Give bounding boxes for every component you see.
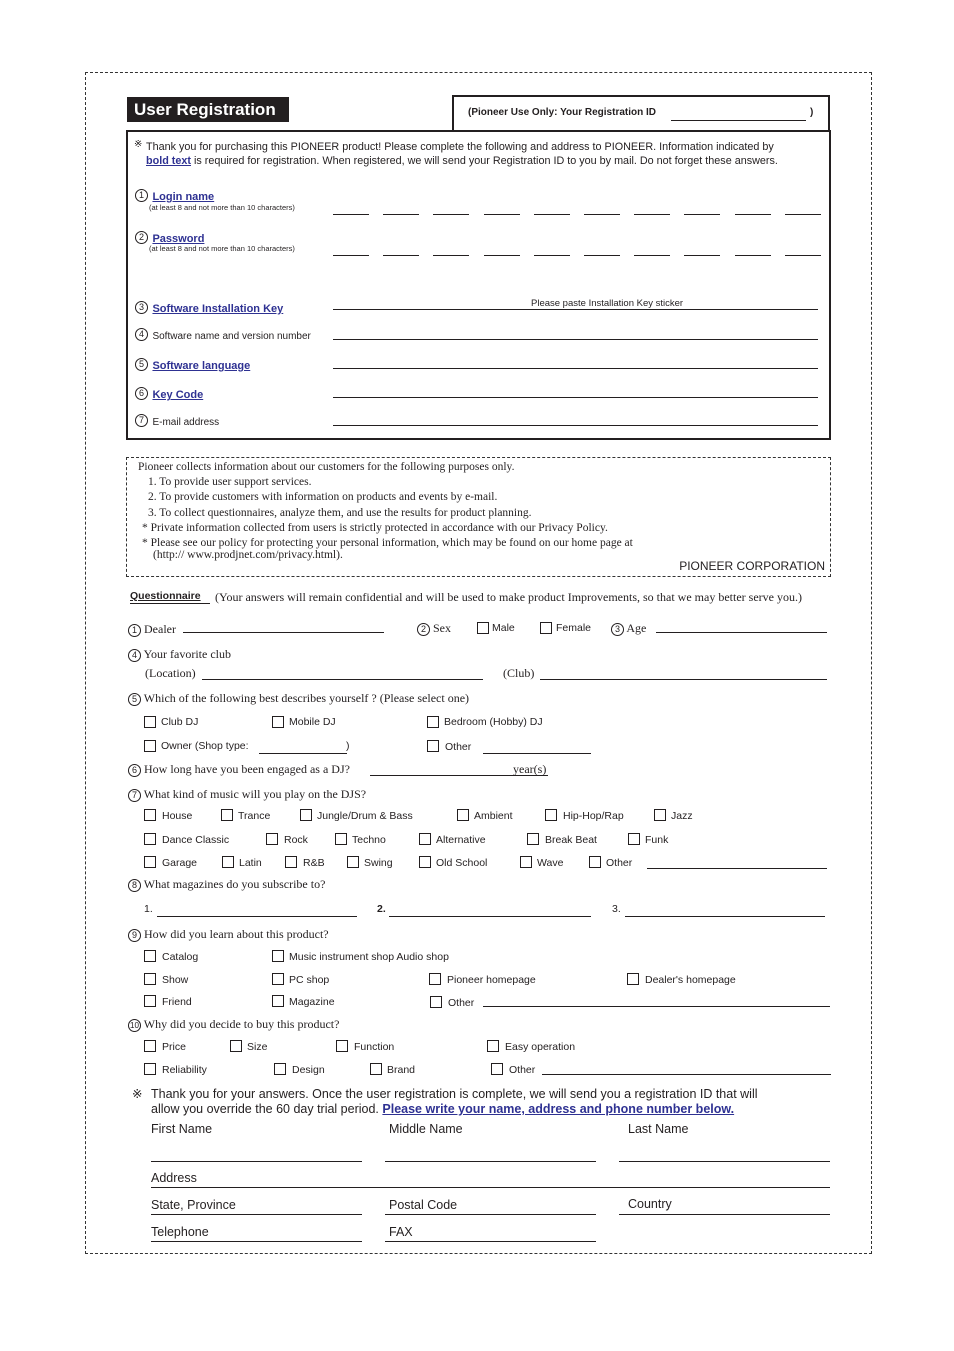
key-code-num: 6: [135, 387, 148, 400]
first-name-input[interactable]: [151, 1161, 362, 1162]
club-input[interactable]: [540, 679, 827, 680]
q2-label-group: [417, 621, 451, 636]
q3-label: Age: [626, 621, 647, 635]
magazine-3-num: 3.: [612, 903, 621, 915]
login-char-slot[interactable]: [785, 214, 821, 215]
magazine-1-num: 1.: [144, 903, 153, 915]
q4-label-group: [128, 647, 231, 662]
music-row1-2-label: Jungle/Drum & Bass: [317, 810, 413, 822]
password-char-slot[interactable]: [785, 255, 821, 256]
music-row3-1-checkbox[interactable]: [222, 856, 234, 868]
intro-text: [146, 141, 826, 168]
music-row2-0-label: Dance Classic: [162, 834, 230, 846]
install-key-hint: Please paste Installation Key sticker: [531, 298, 684, 309]
email-input[interactable]: [333, 425, 818, 426]
intro-mark: ※: [134, 139, 143, 150]
key-code-input[interactable]: [333, 397, 818, 398]
privacy-line-5: * Private information collected from users is strictly protected in accordance with our Privacy Policy.: [142, 521, 608, 534]
privacy-line-6: * Please see our policy for protecting your personal information, which may be found on our home page at: [142, 537, 633, 550]
password-char-slot[interactable]: [383, 255, 419, 256]
key-code-label: Key Code: [152, 389, 204, 401]
q1-label: Dealer: [144, 622, 176, 636]
reason-opt-4-checkbox[interactable]: [144, 1063, 156, 1075]
magazine-3-input[interactable]: [625, 916, 825, 917]
music-row2-3-label: Alternative: [436, 834, 486, 846]
learn-opt-4-checkbox[interactable]: [429, 973, 441, 985]
reason-opt-3-checkbox[interactable]: [487, 1040, 499, 1052]
intro-bold-text: bold text: [146, 154, 191, 167]
q10-num: 10: [128, 1019, 141, 1032]
magazine-2-num: 2.: [377, 903, 386, 915]
telephone-label: Telephone: [151, 1225, 209, 1239]
dj-other-input[interactable]: [483, 753, 591, 754]
q9-label: How did you learn about this product?: [144, 927, 329, 941]
privacy-notice: [126, 457, 831, 577]
learn-opt-8-label: Other: [448, 997, 475, 1009]
q4-num: 4: [128, 649, 141, 662]
bedroom-dj-label: Bedroom (Hobby) DJ: [444, 716, 543, 728]
music-row2-1-checkbox[interactable]: [266, 833, 278, 845]
music-row3-4-label: Old School: [436, 857, 488, 869]
music-row2-2-label: Techno: [352, 834, 386, 846]
music-row1-2-checkbox[interactable]: [300, 809, 312, 821]
email-num: 7: [135, 414, 148, 427]
software-name-input[interactable]: [333, 339, 818, 340]
reason-opt-2-label: Function: [354, 1041, 395, 1053]
music-row1-4-label: Hip-Hop/Rap: [563, 810, 624, 822]
password-char-slot[interactable]: [684, 255, 720, 256]
years-unit: year(s): [513, 762, 547, 776]
software-lang-label-group: [135, 356, 250, 374]
q9-label-group: [128, 927, 329, 942]
music-row3-1-label: Latin: [239, 857, 262, 869]
q7-label: What kind of music will you play on the DJS?: [143, 787, 367, 801]
club-dj-label: Club DJ: [161, 716, 199, 728]
closing-text-1: Thank you for your answers. Once the user registration is complete, we will send you a registration ID that will: [151, 1087, 758, 1101]
learn-opt-3-checkbox[interactable]: [272, 973, 284, 985]
learn-opt-6-label: Friend: [162, 996, 192, 1008]
install-key-num: 3: [135, 301, 148, 314]
mobile-dj-label: Mobile DJ: [289, 716, 336, 728]
music-row3-2-label: R&B: [303, 857, 325, 869]
q10-label-group: [128, 1017, 339, 1032]
q2-num: 2: [417, 623, 430, 636]
reason-opt-7-label: Other: [509, 1064, 536, 1076]
music-row1-3-checkbox[interactable]: [457, 809, 469, 821]
login-char-slot[interactable]: [735, 214, 771, 215]
password-char-slot[interactable]: [433, 255, 469, 256]
questionnaire-title: Questionnaire: [130, 590, 201, 602]
music-row3-2-checkbox[interactable]: [285, 856, 297, 868]
owner-checkbox[interactable]: [144, 740, 156, 752]
music-row1-4-checkbox[interactable]: [545, 809, 557, 821]
music-row1-0-checkbox[interactable]: [144, 809, 156, 821]
music-row2-4-checkbox[interactable]: [527, 833, 539, 845]
dj-other-checkbox[interactable]: [427, 740, 439, 752]
closing-bold: Please write your name, address and phone number below.: [382, 1102, 735, 1116]
middle-name-input[interactable]: [385, 1161, 596, 1162]
software-lang-label: Software language: [152, 360, 251, 372]
software-name-label-group: [135, 326, 311, 344]
postal-code-label: Postal Code: [389, 1198, 458, 1212]
email-label-group: [135, 412, 219, 430]
reason-opt-7-checkbox[interactable]: [491, 1063, 503, 1075]
password-char-slot[interactable]: [735, 255, 771, 256]
music-row2-1-label: Rock: [284, 834, 308, 846]
q3-num: 3: [611, 623, 624, 636]
q3-label-group: [611, 621, 646, 636]
learn-opt-8-checkbox[interactable]: [430, 996, 442, 1008]
login-char-slot[interactable]: [484, 214, 520, 215]
q10-label: Why did you decide to buy this product?: [143, 1017, 340, 1031]
last-name-label: Last Name: [628, 1122, 689, 1136]
q5-num: 5: [128, 693, 141, 706]
registration-id-box: [452, 95, 830, 131]
q6-label: How long have you been engaged as a DJ?: [144, 762, 350, 776]
music-row3-3-label: Swing: [364, 857, 393, 869]
reason-opt-6-label: Brand: [387, 1064, 416, 1076]
intro-text-2: is required for registration. When registered, we will send your Registration ID to you by mail. Do not forget these answers.: [191, 154, 778, 167]
middle-name-label: Middle Name: [389, 1122, 463, 1136]
music-row3-0-label: Garage: [162, 857, 198, 869]
reason-opt-0-checkbox[interactable]: [144, 1040, 156, 1052]
music-row3-6-checkbox[interactable]: [589, 856, 601, 868]
intro-text-1: Thank you for purchasing this PIONEER product! Please complete the following and address to PIONEER. Information indicated by: [146, 141, 774, 153]
q8-label: What magazines do you subscribe to?: [143, 877, 326, 891]
login-note: (at least 8 and not more than 10 characters): [149, 203, 295, 212]
learn-opt-5-checkbox[interactable]: [627, 973, 639, 985]
learn-opt-2-checkbox[interactable]: [144, 973, 156, 985]
registration-id-close: ): [810, 107, 814, 118]
software-name-num: 4: [135, 328, 148, 341]
registration-id-line: [671, 120, 806, 121]
music-row3-5-label: Wave: [537, 857, 564, 869]
password-char-slot[interactable]: [484, 255, 520, 256]
password-char-slot[interactable]: [333, 255, 369, 256]
q1-num: 1: [128, 624, 141, 637]
reason-opt-5-checkbox[interactable]: [274, 1063, 286, 1075]
music-row2-2-checkbox[interactable]: [335, 833, 347, 845]
privacy-line-2: 1. To provide user support services.: [148, 476, 312, 489]
q7-num: 7: [128, 789, 141, 802]
q8-num: 8: [128, 879, 141, 892]
pioneer-corporation: PIONEER CORPORATION: [679, 558, 825, 573]
state-label: State, Province: [151, 1198, 236, 1212]
registration-id-label: (Pioneer Use Only: Your Registration ID: [468, 107, 656, 118]
registration-box: [126, 130, 831, 440]
postal-code-input[interactable]: [385, 1214, 596, 1215]
email-label: E-mail address: [152, 417, 220, 428]
last-name-input[interactable]: [619, 1161, 830, 1162]
privacy-line-4: 3. To collect questionnaires, analyze them, and use the results for product planning.: [148, 506, 532, 519]
music-row2-5-label: Funk: [645, 834, 669, 846]
reason-opt-1-label: Size: [247, 1041, 268, 1053]
learn-opt-1-checkbox[interactable]: [272, 950, 284, 962]
fax-label: FAX: [389, 1225, 413, 1239]
reason-opt-2-checkbox[interactable]: [336, 1040, 348, 1052]
address-input[interactable]: [151, 1187, 830, 1188]
music-row1-0-label: House: [162, 810, 193, 822]
login-char-slot[interactable]: [433, 214, 469, 215]
password-char-slot[interactable]: [534, 255, 570, 256]
music-row1-5-checkbox[interactable]: [654, 809, 666, 821]
learn-opt-4-label: Pioneer homepage: [447, 974, 536, 986]
dealer-input[interactable]: [183, 632, 384, 633]
privacy-line-1: Pioneer collects information about our customers for the following purposes only.: [138, 461, 515, 473]
fax-input[interactable]: [385, 1241, 596, 1242]
password-char-slot[interactable]: [584, 255, 620, 256]
reason-opt-6-checkbox[interactable]: [370, 1063, 382, 1075]
install-key-label-group: [135, 299, 283, 317]
music-row2-4-label: Break Beat: [545, 834, 597, 846]
closing-text: [151, 1087, 831, 1117]
music-row1-1-checkbox[interactable]: [221, 809, 233, 821]
software-lang-num: 5: [135, 358, 148, 371]
reason-opt-3-label: Easy operation: [505, 1041, 576, 1053]
login-char-slot[interactable]: [383, 214, 419, 215]
learn-opt-1-label: Music instrument shop Audio shop: [289, 951, 449, 963]
male-checkbox[interactable]: [477, 622, 489, 634]
install-key-label: Software Installation Key: [152, 303, 284, 315]
form-title: User Registration: [127, 97, 289, 122]
q6-label-group: [128, 762, 350, 777]
telephone-input[interactable]: [151, 1241, 362, 1242]
music-row1-5-label: Jazz: [671, 810, 693, 822]
password-char-slot[interactable]: [634, 255, 670, 256]
club-dj-checkbox[interactable]: [144, 716, 156, 728]
music-row3-4-checkbox[interactable]: [419, 856, 431, 868]
learn-opt-0-label: Catalog: [162, 951, 199, 963]
software-name-label: Software name and version number: [152, 331, 311, 342]
music-row1-1-label: Trance: [238, 810, 271, 822]
login-char-slot[interactable]: [534, 214, 570, 215]
music-row2-0-checkbox[interactable]: [144, 833, 156, 845]
password-num: 2: [135, 231, 148, 244]
dj-other-label: Other: [445, 741, 472, 753]
first-name-label: First Name: [151, 1122, 213, 1136]
reason-opt-1-checkbox[interactable]: [230, 1040, 242, 1052]
learn-opt-7-checkbox[interactable]: [272, 995, 284, 1007]
q1-label-group: [128, 622, 176, 637]
learn-opt-5-label: Dealer's homepage: [645, 974, 736, 986]
software-lang-input[interactable]: [333, 368, 818, 369]
music-row3-0-checkbox[interactable]: [144, 856, 156, 868]
shop-type-input[interactable]: [259, 753, 347, 754]
learn-other-input[interactable]: [483, 1006, 830, 1007]
login-label: Login name: [152, 191, 215, 203]
club-label: (Club): [503, 666, 535, 680]
closing-mark: ※: [132, 1087, 143, 1101]
install-key-input[interactable]: [333, 309, 818, 310]
female-label: Female: [556, 622, 592, 634]
q2-label: Sex: [433, 621, 451, 635]
bedroom-dj-checkbox[interactable]: [427, 716, 439, 728]
q7-label-group: [128, 787, 366, 802]
age-input[interactable]: [656, 632, 827, 633]
music-row2-5-checkbox[interactable]: [628, 833, 640, 845]
magazine-1-input[interactable]: [157, 916, 357, 917]
q4-label: Your favorite club: [143, 647, 231, 661]
q8-label-group: [128, 877, 325, 892]
password-label: Password: [152, 233, 205, 245]
reason-other-input[interactable]: [542, 1074, 831, 1075]
reason-opt-4-label: Reliability: [162, 1064, 207, 1076]
login-char-slot[interactable]: [684, 214, 720, 215]
questionnaire-subtitle: (Your answers will remain confidential and will be used to make product Improvements, so that we may better serve you.): [215, 590, 802, 604]
location-input[interactable]: [202, 679, 483, 680]
reason-opt-0-label: Price: [162, 1041, 186, 1053]
magazine-2-input[interactable]: [389, 916, 591, 917]
music-row3-6-label: Other: [606, 857, 633, 869]
login-char-slot[interactable]: [634, 214, 670, 215]
music-row1-3-label: Ambient: [474, 810, 513, 822]
location-label: (Location): [145, 666, 196, 680]
q5-label-group: [128, 691, 469, 706]
address-label: Address: [151, 1171, 197, 1185]
learn-opt-7-label: Magazine: [289, 996, 335, 1008]
login-char-slot[interactable]: [584, 214, 620, 215]
owner-label: Owner (Shop type:: [161, 740, 249, 752]
female-checkbox[interactable]: [540, 622, 552, 634]
learn-opt-2-label: Show: [162, 974, 189, 986]
mobile-dj-checkbox[interactable]: [272, 716, 284, 728]
male-label: Male: [492, 622, 515, 634]
privacy-line-7: (http:// www.prodjnet.com/privacy.html).: [153, 549, 343, 562]
country-input[interactable]: [619, 1214, 830, 1215]
privacy-line-3: 2. To provide customers with information on products and events by e-mail.: [148, 491, 498, 504]
music-other-input[interactable]: [647, 868, 827, 869]
q6-num: 6: [128, 764, 141, 777]
reason-opt-5-label: Design: [292, 1064, 325, 1076]
music-row3-5-checkbox[interactable]: [520, 856, 532, 868]
music-row2-3-checkbox[interactable]: [419, 833, 431, 845]
password-note: (at least 8 and not more than 10 characters): [149, 244, 295, 253]
questionnaire-underline: [130, 603, 210, 604]
owner-close: ): [346, 740, 350, 752]
q5-label: Which of the following best describes yourself ? (Please select one): [143, 691, 470, 705]
state-input[interactable]: [151, 1214, 362, 1215]
q9-num: 9: [128, 929, 141, 942]
login-num: 1: [135, 189, 148, 202]
learn-opt-3-label: PC shop: [289, 974, 330, 986]
learn-opt-6-checkbox[interactable]: [144, 995, 156, 1007]
learn-opt-0-checkbox[interactable]: [144, 950, 156, 962]
country-label: Country: [628, 1197, 672, 1211]
music-row3-3-checkbox[interactable]: [347, 856, 359, 868]
closing-text-2: allow you override the 60 day trial period.: [151, 1102, 383, 1116]
key-code-label-group: [135, 385, 203, 403]
login-char-slot[interactable]: [333, 214, 369, 215]
